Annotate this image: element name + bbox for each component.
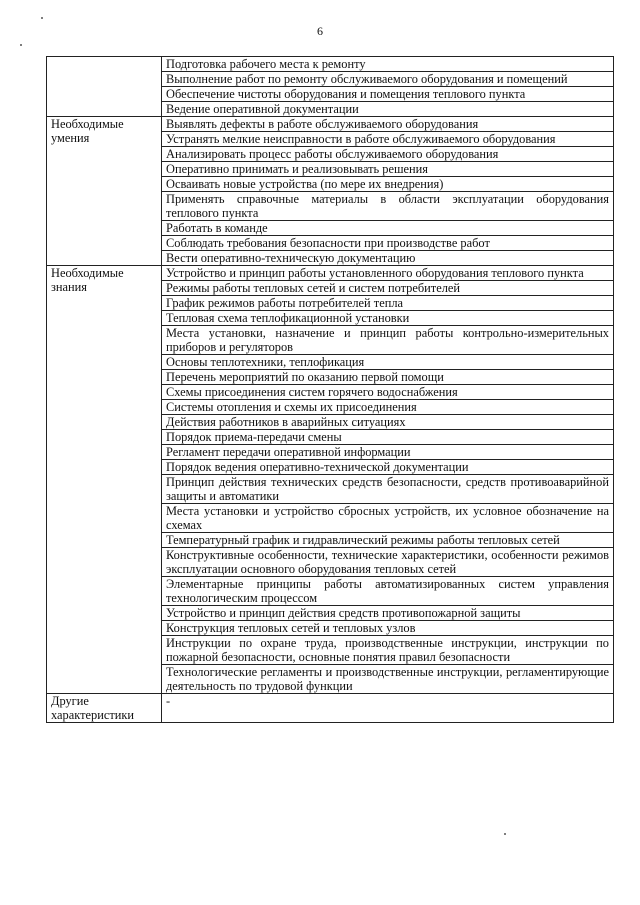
section-item: - xyxy=(162,694,614,723)
section-item: Элементарные принципы работы автоматизированных систем управления технологическим процессом xyxy=(162,577,614,606)
section-label: Необходимые знания xyxy=(47,266,162,694)
section-item: Температурный график и гидравлический режимы работы тепловых сетей xyxy=(162,533,614,548)
section-item: Устройство и принцип действия средств противопожарной защиты xyxy=(162,606,614,621)
section-item: Регламент передачи оперативной информации xyxy=(162,445,614,460)
table-row xyxy=(47,57,614,72)
scan-speck xyxy=(504,833,506,835)
section-item: Порядок ведения оперативно-технической документации xyxy=(162,460,614,475)
page-number: 6 xyxy=(317,24,323,38)
table-body xyxy=(47,57,614,723)
section-item: Устранять мелкие неисправности в работе обслуживаемого оборудования xyxy=(162,132,614,147)
section-item: Подготовка рабочего места к ремонту xyxy=(162,57,614,72)
section-item: Работать в команде xyxy=(162,221,614,236)
table-row xyxy=(47,266,614,281)
section-item: Порядок приема-передачи смены xyxy=(162,430,614,445)
section-label: Другие характеристики xyxy=(47,694,162,723)
section-item: Конструкция тепловых сетей и тепловых узлов xyxy=(162,621,614,636)
labor-function-table xyxy=(46,56,614,723)
table-row xyxy=(47,694,614,723)
section-label: Необходимые умения xyxy=(47,117,162,266)
section-item: Действия работников в аварийных ситуациях xyxy=(162,415,614,430)
section-item: Конструктивные особенности, технические характеристики, особенности режимов эксплуатации основного оборудования тепловых сетей xyxy=(162,548,614,577)
section-item: Устройство и принцип работы установленного оборудования теплового пункта xyxy=(162,266,614,281)
section-item: Системы отопления и схемы их присоединения xyxy=(162,400,614,415)
section-item: Выявлять дефекты в работе обслуживаемого оборудования xyxy=(162,117,614,132)
section-item: Основы теплотехники, теплофикация xyxy=(162,355,614,370)
section-item: Принцип действия технических средств безопасности, средств противоаварийной защиты и автоматики xyxy=(162,475,614,504)
section-item: Выполнение работ по ремонту обслуживаемого оборудования и помещений xyxy=(162,72,614,87)
section-item: Применять справочные материалы в области эксплуатации оборудования теплового пункта xyxy=(162,192,614,221)
section-item: Вести оперативно-техническую документацию xyxy=(162,251,614,266)
section-item: Технологические регламенты и производственные инструкции, регламентирующие деятельность по трудовой функции xyxy=(162,665,614,694)
section-item: Места установки и устройство сбросных устройств, их условное обозначение на схемах xyxy=(162,504,614,533)
section-item: Схемы присоединения систем горячего водоснабжения xyxy=(162,385,614,400)
scan-speck xyxy=(20,44,22,46)
section-label xyxy=(47,57,162,117)
section-item: Ведение оперативной документации xyxy=(162,102,614,117)
section-item: Осваивать новые устройства (по мере их внедрения) xyxy=(162,177,614,192)
section-item: Режимы работы тепловых сетей и систем потребителей xyxy=(162,281,614,296)
section-item: Места установки, назначение и принцип работы контрольно-измерительных приборов и регуляторов xyxy=(162,326,614,355)
section-item: Анализировать процесс работы обслуживаемого оборудования xyxy=(162,147,614,162)
section-item: Обеспечение чистоты оборудования и помещения теплового пункта xyxy=(162,87,614,102)
section-item: Инструкции по охране труда, производственные инструкции, инструкции по пожарной безопасности, основные понятия правил безопасности xyxy=(162,636,614,665)
section-item: Оперативно принимать и реализовывать решения xyxy=(162,162,614,177)
section-item: Тепловая схема теплофикационной установки xyxy=(162,311,614,326)
section-item: График режимов работы потребителей тепла xyxy=(162,296,614,311)
scan-speck xyxy=(41,17,43,19)
section-item: Соблюдать требования безопасности при производстве работ xyxy=(162,236,614,251)
section-item: Перечень мероприятий по оказанию первой помощи xyxy=(162,370,614,385)
table-row xyxy=(47,117,614,132)
